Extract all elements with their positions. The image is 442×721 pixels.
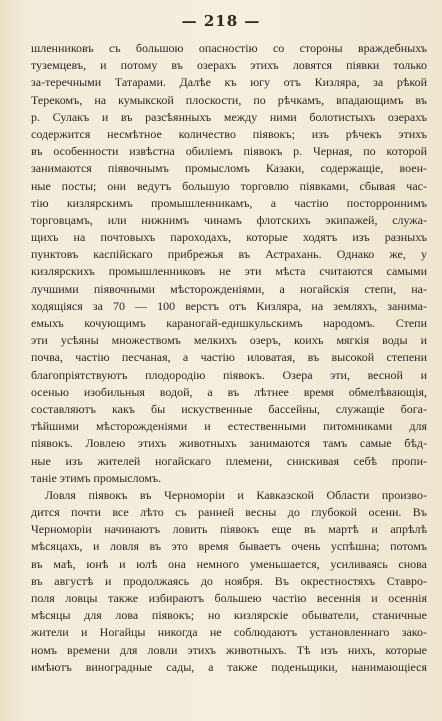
- text-line: мѣсяцы для лова піявокъ; но кизлярскіе обыватели, станичные: [31, 608, 427, 623]
- text-line: туземцевъ, и потому въ озерахъ этихъ ловятся піявки только: [31, 58, 427, 73]
- text-line: мѣсяцахъ, и ловля въ это время бываетъ очень успѣшна; потомъ: [31, 539, 427, 554]
- text-line: благопріятствуютъ плодородію піявокъ. Озера эти, весной и: [31, 367, 427, 382]
- text-line: въ маѣ, юнѣ и юлѣ она немного уменьшается, усиливаясь снова: [31, 556, 427, 571]
- text-line: ные посты; они ведутъ большую торговлю піявками, сбывая час-: [31, 178, 427, 193]
- text-line: пунктовъ каспійскаго прибрежья въ Астрахань. Однако же, у: [31, 247, 427, 262]
- text-line: піявокъ. Ловлею этихъ животныхъ занимаются тамъ самые бѣд-: [31, 436, 427, 451]
- text-line: торговцамъ, или нижнимъ чинамъ флотскихъ экипажей, служа-: [31, 212, 427, 227]
- text-line: содержится несмѣтное количество піявокъ; изъ рѣчекъ этихъ: [31, 126, 427, 141]
- text-line: осенью изобильныя водой, а въ лѣтнее время обмелѣвающія,: [31, 384, 427, 399]
- text-line: щихъ на почтовыхъ пароходахъ, которые ходятъ изъ разныхъ: [31, 230, 427, 245]
- body-text: [31, 40, 427, 676]
- text-line: Терекомъ, на кумыкской плоскости, по рѣчкамъ, впадающимъ въ: [31, 92, 427, 107]
- text-line: тію кизлярскимъ промышленникамъ, а частію посторроннимъ: [31, 195, 427, 210]
- text-line: ные изъ жителей ногайскаго племени, снискивая себѣ пропи-: [31, 453, 427, 468]
- text-line: въ августѣ и продолжаясь до ноября. Въ окрестностяхъ Ставро-: [31, 573, 427, 588]
- text-line: Черноморіи начинаютъ ловить піявокъ еще въ мартѣ и апрѣлѣ: [31, 522, 427, 537]
- text-line: ходящіяся за 70 — 100 верстъ отъ Кизляра, на земляхъ, занима-: [31, 298, 427, 313]
- text-line: имѣютъ виноградные сады, а также поденьщики, нанимающіеся: [31, 659, 427, 674]
- text-line: емыхъ кочующимъ караногай-едишкульскимъ народомъ. Степи: [31, 316, 427, 330]
- text-line: за-теречными Татарами. Далѣе къ югу отъ Кизляра, за рѣкой: [31, 75, 427, 90]
- text-line: составляютъ какъ бы искуственные бассейны, служащіе бога-: [31, 401, 427, 416]
- text-line: Ловля піявокъ въ Черноморіи и Кавказской Области произво-: [45, 487, 427, 502]
- text-line: лучшими піявочными мѣсторожденіями, а ногайскія степи, на-: [31, 281, 427, 296]
- text-line: эти усѣяны множествомъ мелкихъ озеръ, коихъ мягкія воды и: [31, 333, 427, 348]
- text-line: шленниковъ съ большою опасностію со стороны враждебныхъ: [31, 41, 427, 55]
- text-line: поля ловцы также избираютъ большею частію весеннія и осеннія: [31, 591, 427, 605]
- text-line: жители и Ногайцы никогда не соблюдаютъ установленнаго зако-: [31, 625, 427, 640]
- text-line: дится почти все лѣто съ ранней весны до глубокой осени. Въ: [31, 505, 427, 520]
- text-line: почва, частію песчаная, а частію иловатая, въ высокой степени: [31, 350, 427, 365]
- text-line: кизлярскихъ промышленниковъ не эти мѣста считаются самыми: [31, 264, 427, 279]
- text-line: р. Сулакъ и въ разсѣянныхъ между ними болотистыхъ озерахъ: [31, 109, 427, 124]
- text-line: номъ времени для ловли этихъ животныхъ. Тѣ изъ нихъ, которые: [31, 642, 427, 657]
- page-number: — 218 —: [181, 12, 261, 30]
- text-line: таніе этимъ промысломъ.: [31, 470, 162, 485]
- text-line: занимаются піявочнымъ промысломъ Казаки, содержащіе, воен-: [31, 161, 427, 176]
- text-line: тѣйшими мѣсторожденіями и естественными питомниками для: [31, 419, 427, 434]
- text-line: въ особенности извѣстна обиліемъ піявокъ р. Черная, по которой: [31, 144, 427, 159]
